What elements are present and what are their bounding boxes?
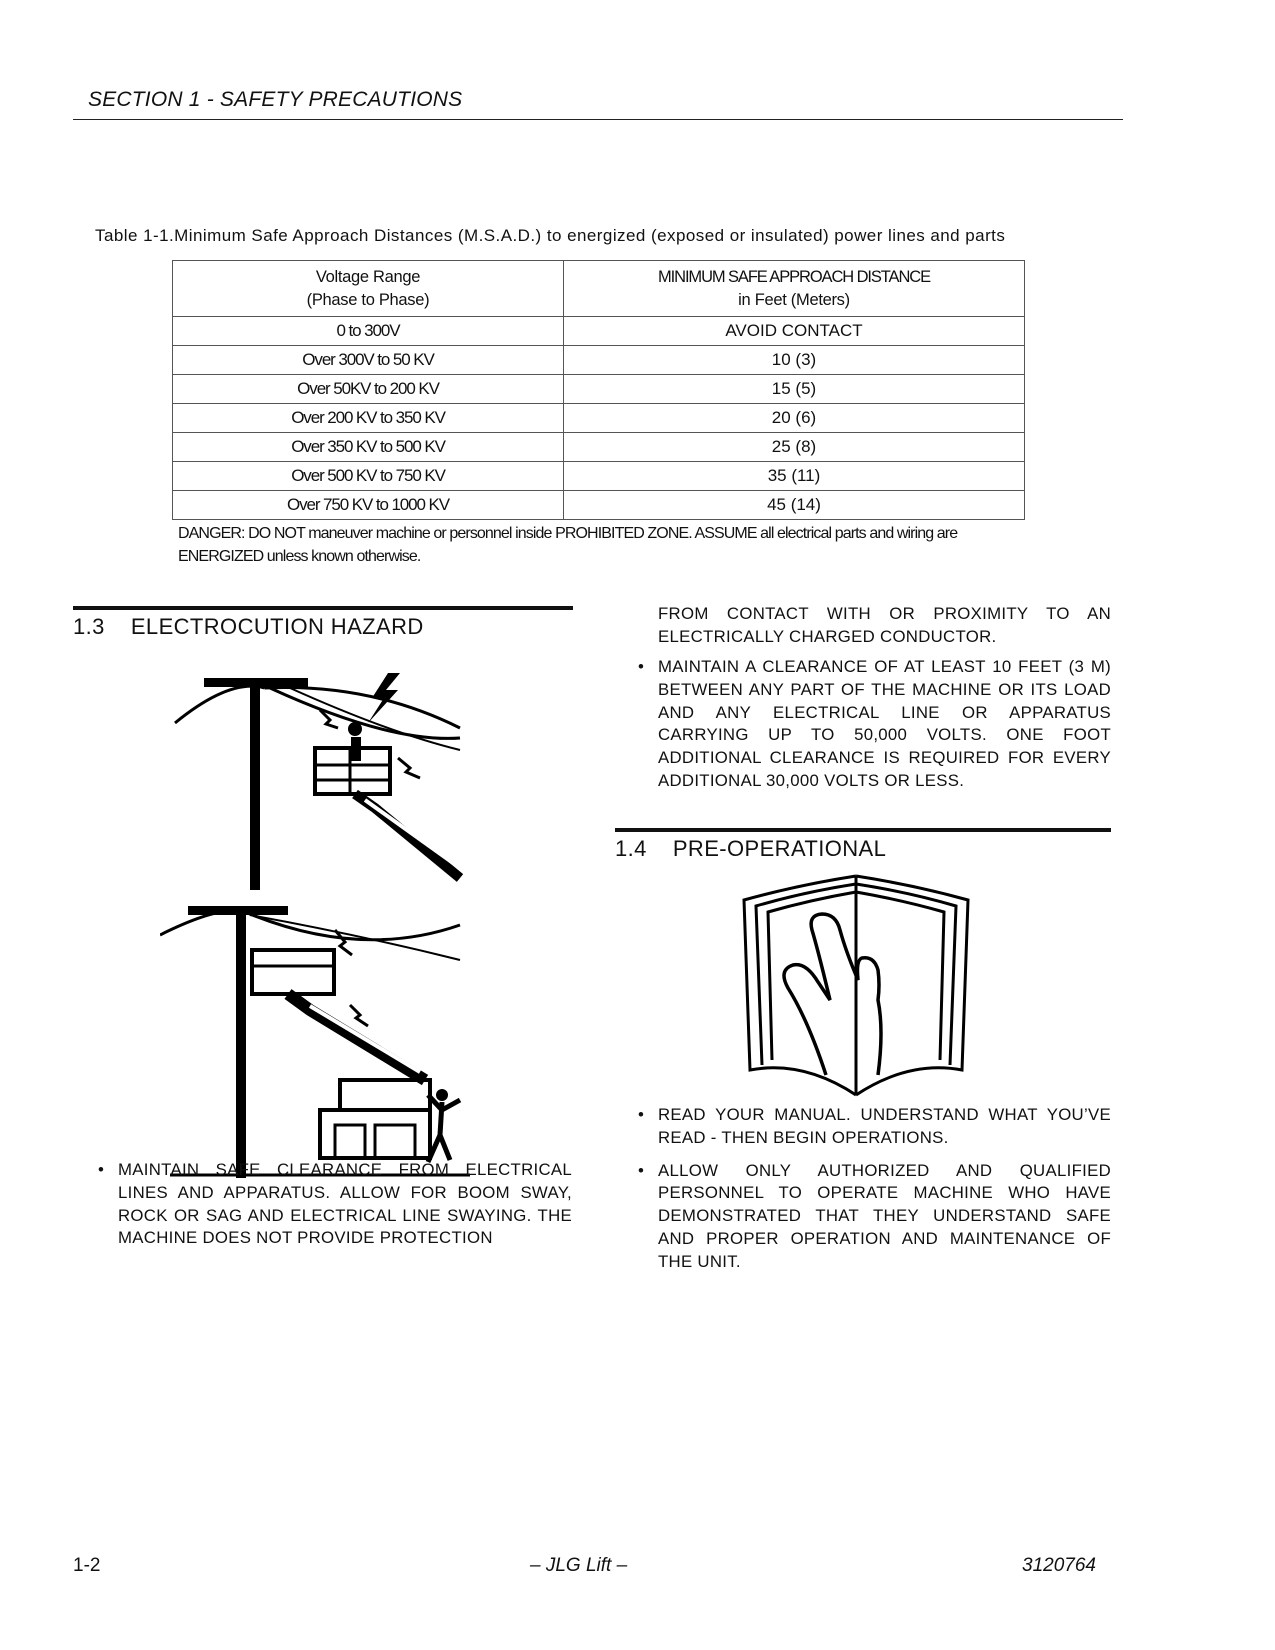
bullet-continuation: FROM CONTACT WITH OR PROXIMITY TO AN ELECTRICALLY CHARGED CONDUCTOR. <box>658 604 1111 646</box>
distance-header-line1: MINIMUM SAFE APPROACH DISTANCE <box>658 267 930 286</box>
bullet-dot: • <box>638 657 645 676</box>
bullet-text: READ YOUR MANUAL. UNDERSTAND WHAT YOU’VE READ - THEN BEGIN OPERATIONS. <box>658 1105 1111 1147</box>
list-item <box>98 1159 572 1250</box>
table-row <box>173 317 1025 346</box>
voltage-range-cell: Over 50KV to 200 KV <box>173 375 564 404</box>
distance-cell: AVOID CONTACT <box>564 317 1025 346</box>
table-row <box>173 404 1025 433</box>
section-1-3-heading <box>73 614 424 640</box>
header-divider <box>73 119 1123 120</box>
voltage-range-cell: Over 350 KV to 500 KV <box>173 433 564 462</box>
electrocution-illustration-top <box>170 668 470 890</box>
voltage-range-cell: Over 750 KV to 1000 KV <box>173 491 564 520</box>
table-header-row <box>173 261 1025 317</box>
section-header-title: SECTION 1 - SAFETY PRECAUTIONS <box>88 88 463 111</box>
section-1-4-heading <box>615 836 886 862</box>
voltage-range-header-line2: (Phase to Phase) <box>306 290 430 309</box>
bullet-dot: • <box>98 1160 105 1179</box>
voltage-range-header <box>173 261 564 317</box>
section-1-3-rule <box>73 606 573 610</box>
bullet-dot: • <box>638 1105 645 1124</box>
table-row <box>173 462 1025 491</box>
bullet-text: MAINTAIN A CLEARANCE OF AT LEAST 10 FEET (3 M) BETWEEN ANY PART OF THE MACHINE OR ITS LOAD AND ANY ELECTRICAL LINE OR APPARATUS CARRYING UP TO 50,000 VOLTS. ONE FOOT ADDITIONAL CLEARANCE IS REQUIRED FOR EVERY ADDITIONAL 30,000 VOLTS OR LESS. <box>658 657 1111 790</box>
table-row <box>173 375 1025 404</box>
distance-cell: 35 (11) <box>564 462 1025 491</box>
section-1-3-number: 1.3 <box>73 614 105 639</box>
voltage-range-cell: Over 300V to 50 KV <box>173 346 564 375</box>
bullet-text: MAINTAIN SAFE CLEARANCE FROM ELECTRICAL LINES AND APPARATUS. ALLOW FOR BOOM SWAY, ROCK OR SAG AND ELECTRICAL LINE SWAYING. THE MACHINE DOES NOT PROVIDE PROTECTION <box>118 1160 572 1248</box>
table-caption: Table 1-1.Minimum Safe Approach Distances (M.S.A.D.) to energized (exposed or insulated) power lines and parts <box>95 226 1006 245</box>
footer-center-text: – JLG Lift – <box>530 1555 628 1576</box>
distance-cell: 25 (8) <box>564 433 1025 462</box>
read-manual-illustration <box>738 870 974 1100</box>
bullet-dot: • <box>638 1160 645 1180</box>
list-item <box>638 656 1111 793</box>
voltage-range-cell: Over 500 KV to 750 KV <box>173 462 564 491</box>
danger-note: DANGER: DO NOT maneuver machine or personnel inside PROHIBITED ZONE. ASSUME all electrical parts and wiring are ENERGIZED unless known otherwise. <box>178 525 958 565</box>
list-item <box>638 1160 1111 1274</box>
section-1-3-title: ELECTROCUTION HAZARD <box>130 614 424 639</box>
section-1-3-bullets-left <box>98 1159 572 1260</box>
footer-doc-number: 3120764 <box>1022 1555 1096 1576</box>
table-row <box>173 433 1025 462</box>
list-item <box>638 1104 1111 1150</box>
distance-cell: 15 (5) <box>564 375 1025 404</box>
section-1-4-title: PRE-OPERATIONAL <box>672 836 887 861</box>
voltage-range-cell: Over 200 KV to 350 KV <box>173 404 564 433</box>
voltage-range-cell: 0 to 300V <box>173 317 564 346</box>
distance-cell: 45 (14) <box>564 491 1025 520</box>
msad-table <box>172 260 1025 520</box>
section-1-4-bullets <box>638 1104 1111 1284</box>
section-1-4-rule <box>615 828 1111 832</box>
distance-cell: 20 (6) <box>564 404 1025 433</box>
distance-header <box>564 261 1025 317</box>
section-1-4-number: 1.4 <box>615 836 647 861</box>
bullet-text: ALLOW ONLY AUTHORIZED AND QUALIFIED PERSONNEL TO OPERATE MACHINE WHO HAVE DEMONSTRATED THAT THEY UNDERSTAND SAFE AND PROPER OPERATION AND MAINTENANCE OF THE UNIT. <box>658 1160 1111 1271</box>
distance-cell: 10 (3) <box>564 346 1025 375</box>
electrocution-illustration-bottom <box>160 900 470 1178</box>
table-row <box>173 346 1025 375</box>
distance-header-line2: in Feet (Meters) <box>738 290 850 309</box>
section-1-3-bullets-right <box>638 656 1111 803</box>
footer-page-number: 1-2 <box>73 1555 101 1576</box>
voltage-range-header-line1: Voltage Range <box>315 267 421 286</box>
table-row <box>173 491 1025 520</box>
